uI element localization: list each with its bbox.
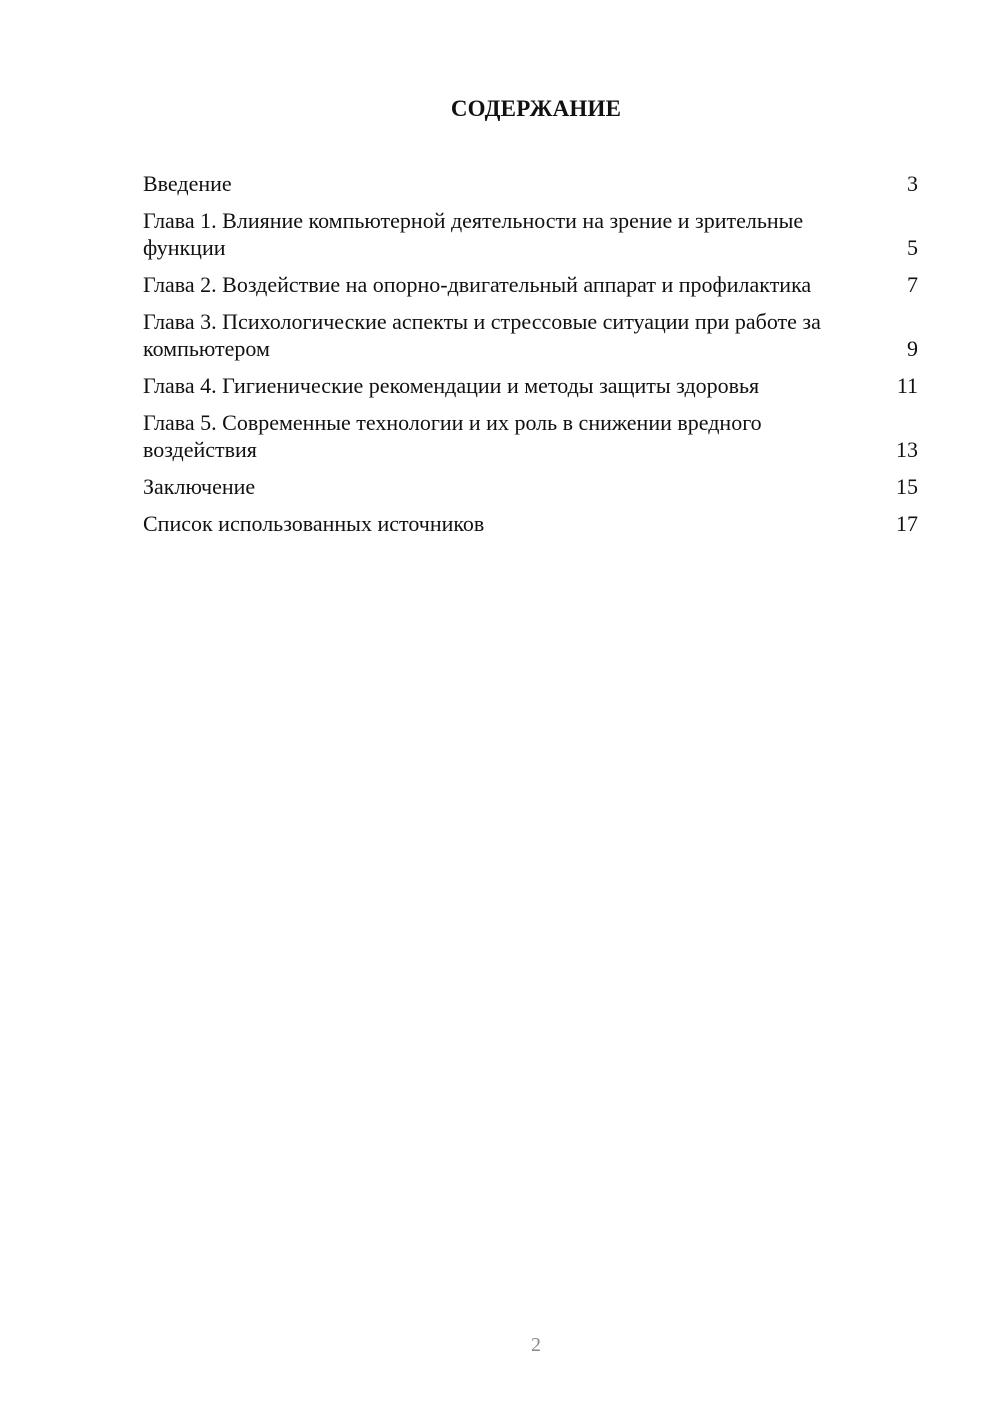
- toc-entry-page: 15: [896, 474, 918, 499]
- toc-entry-page: 7: [907, 272, 918, 297]
- toc-entry-text: Глава 3. Психологические аспекты и стрессовые ситуации при работе за компьютером: [143, 309, 821, 361]
- toc-entry-page: 17: [896, 511, 918, 536]
- page-title: СОДЕРЖАНИЕ: [450, 96, 622, 121]
- toc-entry-conclusion: [143, 473, 918, 500]
- toc-entry-text: Глава 5. Современные технологии и их роль в снижении вредного воздействия: [143, 410, 762, 462]
- table-of-contents: [143, 170, 918, 547]
- toc-entry-page: 3: [907, 171, 918, 196]
- toc-entry-chapter-5: [143, 409, 918, 463]
- toc-entry-text: Введение: [143, 171, 232, 196]
- toc-entry-text: Глава 1. Влияние компьютерной деятельности на зрение и зрительные функции: [143, 208, 804, 260]
- toc-entry-text: Заключение: [143, 474, 256, 499]
- toc-entry-text: Глава 2. Воздействие на опорно-двигательный аппарат и профилактика: [143, 272, 812, 297]
- toc-entry-page: 9: [907, 336, 918, 361]
- page-number: 2: [531, 1334, 541, 1356]
- toc-entry-references: [143, 510, 918, 537]
- toc-entry-chapter-4: [143, 372, 918, 399]
- toc-entry-text: Список использованных источников: [143, 511, 485, 536]
- toc-entry-page: 5: [907, 235, 918, 260]
- toc-entry-page: 11: [896, 373, 918, 398]
- toc-entry-chapter-3: [143, 308, 918, 362]
- toc-entry-chapter-1: [143, 207, 918, 261]
- toc-entry-introduction: [143, 170, 918, 197]
- toc-entry-page: 13: [896, 437, 918, 462]
- toc-entry-text: Глава 4. Гигиенические рекомендации и методы защиты здоровья: [143, 373, 760, 398]
- toc-entry-chapter-2: [143, 271, 918, 298]
